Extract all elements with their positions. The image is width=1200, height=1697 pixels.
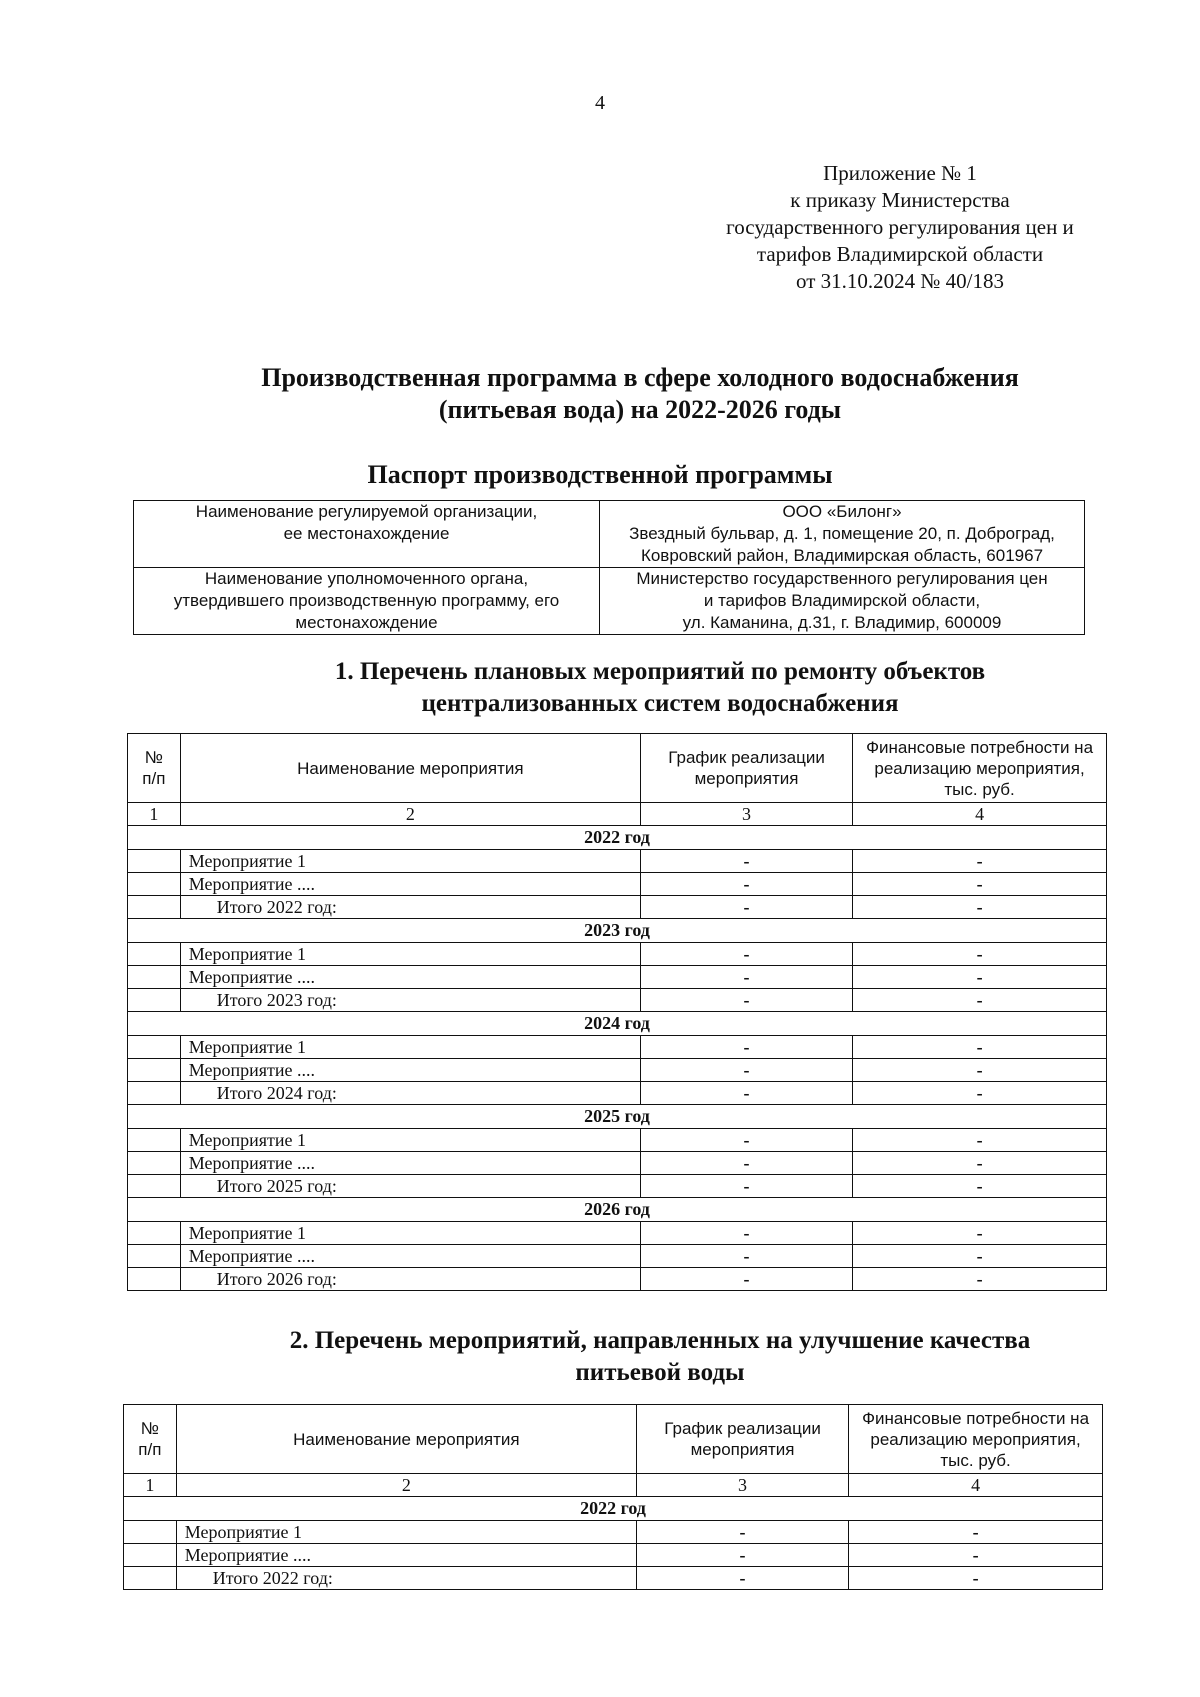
- table-row: [128, 1059, 1107, 1082]
- table-row: [128, 1222, 1107, 1245]
- event-finance: -: [853, 1152, 1107, 1175]
- year-row: [128, 1198, 1107, 1222]
- appendix-line: тарифов Владимирской области: [756, 242, 1044, 266]
- table-row: [128, 1036, 1107, 1059]
- document-title-line: (питьевая вода) на 2022-2026 годы: [438, 395, 842, 424]
- header-finance: [853, 734, 1107, 803]
- row-number: [128, 1175, 181, 1198]
- year-label: 2024 год: [128, 1012, 1107, 1036]
- event-schedule: -: [636, 1521, 848, 1544]
- event-finance: -: [853, 966, 1107, 989]
- event-name: Мероприятие 1: [180, 850, 640, 873]
- table-row: [128, 966, 1107, 989]
- passport-text: местонахождение: [295, 613, 438, 632]
- header-text: тыс. руб.: [940, 1450, 1011, 1470]
- event-name: Мероприятие 1: [180, 1036, 640, 1059]
- passport-text: утвердившего производственную программу, его: [173, 591, 560, 610]
- header-text: График реализации: [668, 748, 825, 767]
- header-text: п/п: [138, 1440, 162, 1459]
- passport-title: Паспорт производственной программы: [367, 460, 833, 489]
- row-number: [128, 1268, 181, 1291]
- document-title-line: Производственная программа в сфере холодного водоснабжения: [261, 363, 1019, 392]
- page-number: 4: [595, 92, 605, 114]
- event-schedule: -: [640, 1152, 852, 1175]
- event-finance: -: [853, 1036, 1107, 1059]
- table-row: [124, 1544, 1103, 1567]
- event-name: Мероприятие ....: [180, 1245, 640, 1268]
- year-label: 2025 год: [128, 1105, 1107, 1129]
- header-text: Финансовые потребности на: [866, 737, 1094, 757]
- column-number: 2: [176, 1474, 636, 1497]
- row-number: [128, 896, 181, 919]
- header-text: Финансовые потребности на: [862, 1408, 1090, 1428]
- total-row: [128, 1082, 1107, 1105]
- event-finance: -: [853, 1245, 1107, 1268]
- total-label: Итого 2025 год:: [180, 1175, 640, 1198]
- column-number: 4: [853, 803, 1107, 826]
- year-label: 2026 год: [128, 1198, 1107, 1222]
- event-name: Мероприятие ....: [180, 1059, 640, 1082]
- header-text: График реализации: [664, 1419, 821, 1438]
- passport-text: и тарифов Владимирской области,: [703, 591, 981, 610]
- row-number: [128, 989, 181, 1012]
- row-number: [128, 1036, 181, 1059]
- table-header-row: [124, 1405, 1103, 1474]
- total-finance: -: [853, 1082, 1107, 1105]
- header-text: №: [140, 1419, 159, 1438]
- column-number: 1: [128, 803, 181, 826]
- table-row: [124, 1521, 1103, 1544]
- header-name: Наименование мероприятия: [176, 1405, 636, 1474]
- year-row: [128, 1012, 1107, 1036]
- passport-text: Наименование регулируемой организации,: [195, 502, 538, 521]
- event-finance: -: [849, 1544, 1103, 1567]
- header-finance: [849, 1405, 1103, 1474]
- total-label: Итого 2026 год:: [180, 1268, 640, 1291]
- year-label: 2022 год: [124, 1497, 1103, 1521]
- column-number-row: [128, 803, 1107, 826]
- event-finance: -: [849, 1521, 1103, 1544]
- appendix-line: к приказу Министерства: [790, 188, 1010, 212]
- total-row: [124, 1567, 1103, 1590]
- total-label: Итого 2023 год:: [180, 989, 640, 1012]
- event-name: Мероприятие 1: [180, 1222, 640, 1245]
- total-finance: -: [853, 896, 1107, 919]
- row-number: [124, 1567, 177, 1590]
- appendix-block: [700, 160, 1100, 295]
- passport-text: ООО «Билонг»: [782, 502, 902, 521]
- row-number: [128, 1129, 181, 1152]
- section-2-table: [123, 1404, 1103, 1590]
- event-schedule: -: [640, 1036, 852, 1059]
- column-number-row: [124, 1474, 1103, 1497]
- column-number: 3: [640, 803, 852, 826]
- passport-text: Наименование уполномоченного органа,: [204, 569, 529, 588]
- table-row: [128, 1152, 1107, 1175]
- passport-table: [133, 500, 1085, 635]
- event-name: Мероприятие ....: [176, 1544, 636, 1567]
- total-schedule: -: [640, 1175, 852, 1198]
- row-number: [128, 1082, 181, 1105]
- event-name: Мероприятие 1: [180, 1129, 640, 1152]
- event-finance: -: [853, 943, 1107, 966]
- event-finance: -: [853, 850, 1107, 873]
- passport-value: [600, 501, 1085, 568]
- total-row: [128, 1268, 1107, 1291]
- column-number: 1: [124, 1474, 177, 1497]
- year-row: [128, 826, 1107, 850]
- total-finance: -: [853, 1268, 1107, 1291]
- total-schedule: -: [640, 896, 852, 919]
- header-num: [128, 734, 181, 803]
- row-number: [128, 1059, 181, 1082]
- row-number: [124, 1544, 177, 1567]
- event-schedule: -: [640, 1222, 852, 1245]
- header-text: №: [144, 748, 163, 767]
- total-row: [128, 896, 1107, 919]
- total-row: [128, 989, 1107, 1012]
- passport-text: Ковровский район, Владимирская область, 601967: [640, 546, 1044, 565]
- event-schedule: -: [640, 873, 852, 896]
- event-finance: -: [853, 873, 1107, 896]
- header-text: мероприятия: [690, 1440, 795, 1459]
- event-name: Мероприятие ....: [180, 1152, 640, 1175]
- event-schedule: -: [640, 943, 852, 966]
- section-1-title: [250, 656, 1070, 720]
- total-label: Итого 2022 год:: [176, 1567, 636, 1590]
- section-2-title: [250, 1325, 1070, 1389]
- passport-row: [134, 501, 1085, 568]
- header-text: реализацию мероприятия,: [870, 1429, 1081, 1449]
- total-schedule: -: [640, 989, 852, 1012]
- event-schedule: -: [640, 966, 852, 989]
- appendix-line: от 31.10.2024 № 40/183: [795, 269, 1005, 293]
- header-num: [124, 1405, 177, 1474]
- year-row: [128, 919, 1107, 943]
- passport-row: [134, 568, 1085, 635]
- event-schedule: -: [640, 850, 852, 873]
- passport-label: [134, 501, 600, 568]
- passport-text: Звездный бульвар, д. 1, помещение 20, п. Доброград,: [629, 524, 1055, 543]
- row-number: [128, 873, 181, 896]
- row-number: [128, 1152, 181, 1175]
- total-schedule: -: [640, 1082, 852, 1105]
- row-number: [128, 1245, 181, 1268]
- table-row: [128, 850, 1107, 873]
- section-title-line: 2. Перечень мероприятий, направленных на улучшение качества: [289, 1327, 1031, 1354]
- event-name: Мероприятие 1: [180, 943, 640, 966]
- header-schedule: [640, 734, 852, 803]
- year-row: [128, 1105, 1107, 1129]
- event-finance: -: [853, 1129, 1107, 1152]
- table-row: [128, 1245, 1107, 1268]
- year-row: [124, 1497, 1103, 1521]
- event-schedule: -: [640, 1245, 852, 1268]
- year-label: 2022 год: [128, 826, 1107, 850]
- document-title: [0, 362, 1200, 426]
- total-row: [128, 1175, 1107, 1198]
- column-number: 2: [180, 803, 640, 826]
- total-label: Итого 2022 год:: [180, 896, 640, 919]
- event-finance: -: [853, 1059, 1107, 1082]
- event-name: Мероприятие 1: [176, 1521, 636, 1544]
- total-finance: -: [853, 1175, 1107, 1198]
- row-number: [128, 1222, 181, 1245]
- section-1-table: [127, 733, 1107, 1291]
- header-text: тыс. руб.: [944, 779, 1015, 799]
- table-row: [128, 943, 1107, 966]
- table-header-row: [128, 734, 1107, 803]
- table-row: [128, 873, 1107, 896]
- row-number: [128, 966, 181, 989]
- row-number: [128, 943, 181, 966]
- total-finance: -: [853, 989, 1107, 1012]
- header-text: мероприятия: [694, 769, 799, 788]
- event-schedule: -: [640, 1129, 852, 1152]
- total-label: Итого 2024 год:: [180, 1082, 640, 1105]
- total-finance: -: [849, 1567, 1103, 1590]
- table-row: [128, 1129, 1107, 1152]
- event-finance: -: [853, 1222, 1107, 1245]
- column-number: 3: [636, 1474, 848, 1497]
- section-title-line: питьевой воды: [575, 1359, 745, 1386]
- header-text: п/п: [142, 769, 166, 788]
- passport-text: ее местонахождение: [283, 524, 450, 543]
- total-schedule: -: [640, 1268, 852, 1291]
- event-name: Мероприятие ....: [180, 966, 640, 989]
- header-text: реализацию мероприятия,: [874, 758, 1085, 778]
- year-label: 2023 год: [128, 919, 1107, 943]
- row-number: [128, 850, 181, 873]
- passport-text: ул. Каманина, д.31, г. Владимир, 600009: [682, 613, 1002, 632]
- row-number: [124, 1521, 177, 1544]
- column-number: 4: [849, 1474, 1103, 1497]
- section-title-line: централизованных систем водоснабжения: [421, 690, 899, 717]
- event-schedule: -: [640, 1059, 852, 1082]
- section-title-line: 1. Перечень плановых мероприятий по ремонту объектов: [334, 658, 986, 685]
- passport-text: Министерство государственного регулирования цен: [636, 569, 1048, 588]
- header-schedule: [636, 1405, 848, 1474]
- event-schedule: -: [636, 1544, 848, 1567]
- appendix-line: Приложение № 1: [823, 161, 977, 185]
- passport-label: [134, 568, 600, 635]
- event-name: Мероприятие ....: [180, 873, 640, 896]
- header-name: Наименование мероприятия: [180, 734, 640, 803]
- appendix-line: государственного регулирования цен и: [726, 215, 1074, 239]
- total-schedule: -: [636, 1567, 848, 1590]
- passport-value: [600, 568, 1085, 635]
